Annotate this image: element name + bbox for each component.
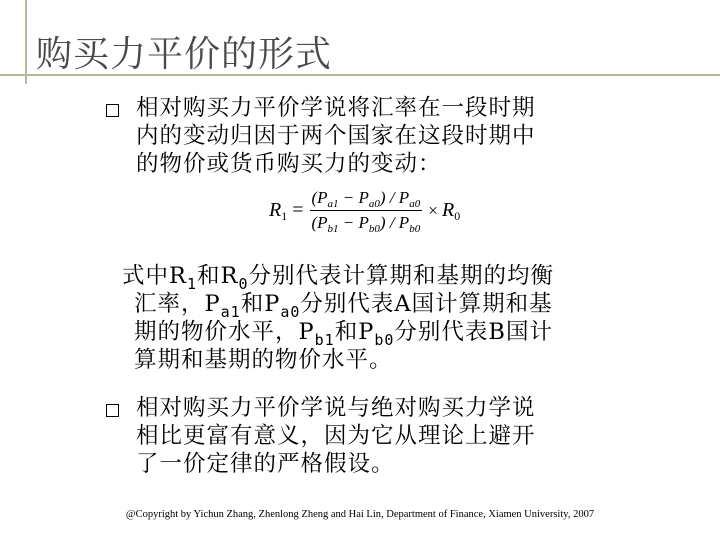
den-sub-1: b1 xyxy=(327,223,339,235)
formula-layout xyxy=(268,188,461,233)
bullet1-line-3: 的物价或货币购买力的变动： xyxy=(136,151,442,177)
explanation-line-2 xyxy=(122,290,554,321)
explanation-line-1 xyxy=(122,262,554,293)
num-sub-3: a0 xyxy=(409,198,421,210)
bullet1-line-2: 内的变动归因于两个国家在这段时期中 xyxy=(136,123,536,149)
den-minus: − P xyxy=(338,213,369,232)
bullet-square-icon xyxy=(106,404,119,417)
exp-l1-sub1: 1 xyxy=(186,275,197,293)
exp-l1-a: 式中R xyxy=(122,263,187,289)
bullet-text-1 xyxy=(136,94,536,178)
exp-l2-a: 汇率，P xyxy=(134,291,221,317)
exp-l2-sub1: a1 xyxy=(220,303,241,321)
formula-numerator xyxy=(310,188,423,211)
copyright-footer: @Copyright by Yichun Zhang, Zhenlong Zheng and Hai Lin, Department of Finance, Xiamen University, 2007 xyxy=(125,509,595,520)
num-sub-2: a0 xyxy=(368,198,380,210)
num-close: ) / P xyxy=(379,188,410,207)
den-sub-2: b0 xyxy=(368,223,380,235)
den-open: (P xyxy=(311,213,328,232)
decorative-vertical-rule xyxy=(25,0,27,84)
exp-l2-sub2: a0 xyxy=(280,303,301,321)
explanation-line-3 xyxy=(122,318,554,349)
bullet-square-icon xyxy=(106,104,119,117)
bullet1-line-1: 相对购买力平价学说将汇率在一段时期 xyxy=(136,95,536,121)
formula-rhs xyxy=(422,188,461,233)
formula-equals: = xyxy=(292,199,304,221)
bullet-text-2 xyxy=(136,394,536,478)
formula-rhs-symbol: R xyxy=(442,199,455,221)
bullet2-line-3: 了一价定律的严格假设。 xyxy=(136,451,395,477)
bullet2-line-2: 相比更富有意义，因为它从理论上避开 xyxy=(136,423,536,449)
exchange-rate-formula xyxy=(268,188,461,233)
num-open: (P xyxy=(311,188,328,207)
num-minus: − P xyxy=(338,188,369,207)
slide-title: 购买力平价的形式 xyxy=(36,34,333,75)
exp-l2-b: 和P xyxy=(240,291,281,317)
exp-l1-c: 分别代表计算期和基期的均衡 xyxy=(248,263,554,289)
formula-lhs-symbol: R xyxy=(269,199,282,221)
den-sub-3: b0 xyxy=(409,223,421,235)
explanation-line-4: 算期和基期的物价水平。 xyxy=(134,347,393,373)
bullet2-line-1: 相对购买力平价学说与绝对购买力学说 xyxy=(136,395,536,421)
exp-l1-sub2: 0 xyxy=(238,275,249,293)
exp-l3-sub2: b0 xyxy=(374,331,395,349)
den-close: ) / P xyxy=(379,213,410,232)
exp-l3-a: 期的物价水平，P xyxy=(134,319,315,345)
exp-l1-b: 和R xyxy=(196,263,239,289)
formula-times: × xyxy=(428,201,438,220)
exp-l3-c: 分别代表B国计 xyxy=(394,319,553,345)
formula-rhs-subscript: 0 xyxy=(454,209,461,223)
num-sub-1: a1 xyxy=(327,198,339,210)
exp-l3-sub1: b1 xyxy=(314,331,335,349)
formula-lhs xyxy=(268,188,310,233)
exp-l2-c: 分别代表A国计算期和基 xyxy=(300,291,553,317)
formula-explanation xyxy=(122,262,554,374)
exp-l3-b: 和P xyxy=(334,319,375,345)
formula-denominator xyxy=(310,211,423,234)
formula-lhs-subscript: 1 xyxy=(281,209,288,223)
